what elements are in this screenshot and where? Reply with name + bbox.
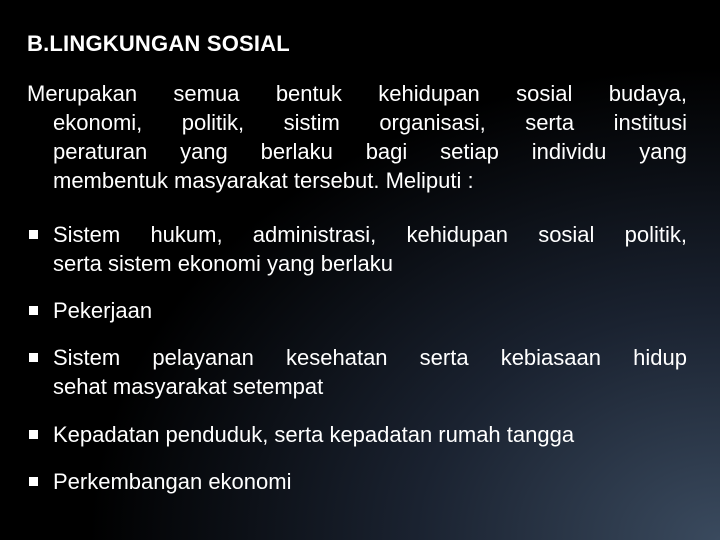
- square-bullet-icon: [29, 230, 38, 239]
- square-bullet-icon: [29, 477, 38, 486]
- bullet-word: sosial: [538, 222, 595, 247]
- intro-word: berlaku: [260, 139, 333, 164]
- bullet-word: kesehatan: [286, 345, 388, 370]
- bullet-word: Pekerjaan: [53, 298, 153, 323]
- intro-word: membentuk masyarakat tersebut. Meliputi :: [53, 168, 474, 193]
- bullet-word: kebiasaan: [500, 345, 601, 370]
- bullet-line: [27, 372, 687, 401]
- intro-word: kehidupan: [378, 81, 480, 106]
- intro-word: peraturan: [53, 139, 148, 164]
- intro-word: sosial: [516, 81, 573, 106]
- intro-word: yang: [639, 139, 687, 164]
- intro-line: [27, 108, 687, 137]
- bullet-word: Sistem: [53, 345, 121, 370]
- bullet-word: hidup: [633, 345, 687, 370]
- intro-word: bentuk: [275, 81, 342, 106]
- intro-line: [27, 166, 687, 195]
- intro-line: [27, 137, 687, 166]
- bullet-item: [27, 420, 687, 449]
- intro-word: politik,: [181, 110, 245, 135]
- bullet-word: Perkembangan ekonomi: [53, 469, 292, 494]
- bullet-word: politik,: [624, 222, 687, 247]
- intro-word: yang: [180, 139, 228, 164]
- bullet-line: [27, 420, 687, 449]
- intro-line: [27, 79, 687, 108]
- slide-title: B.LINGKUNGAN SOSIAL: [27, 31, 290, 56]
- bullet-word: Sistem: [53, 222, 121, 247]
- bullet-word: sehat masyarakat setempat: [53, 374, 324, 399]
- bullet-word: serta sistem ekonomi yang berlaku: [53, 251, 393, 276]
- bullet-word: serta: [419, 345, 469, 370]
- intro-word: budaya,: [608, 81, 687, 106]
- intro-word: setiap: [440, 139, 499, 164]
- bullet-line: [27, 296, 687, 325]
- intro-word: semua: [173, 81, 240, 106]
- bullet-word: hukum,: [150, 222, 223, 247]
- bullet-word: administrasi,: [252, 222, 377, 247]
- intro-word: serta: [525, 110, 575, 135]
- bullet-item: [27, 296, 687, 325]
- bullet-line: [27, 343, 687, 372]
- intro-word: Merupakan: [27, 81, 138, 106]
- intro-paragraph: [27, 79, 687, 195]
- intro-word: individu: [531, 139, 607, 164]
- intro-word: bagi: [365, 139, 408, 164]
- bullet-line: [27, 220, 687, 249]
- square-bullet-icon: [29, 430, 38, 439]
- intro-word: organisasi,: [379, 110, 486, 135]
- intro-word: institusi: [613, 110, 687, 135]
- intro-word: sistim: [283, 110, 340, 135]
- bullet-line: [27, 467, 687, 496]
- bullet-item: [27, 343, 687, 401]
- bullet-line: [27, 249, 687, 278]
- intro-word: ekonomi,: [53, 110, 143, 135]
- bullet-item: [27, 467, 687, 496]
- square-bullet-icon: [29, 306, 38, 315]
- bullet-word: pelayanan: [152, 345, 254, 370]
- bullet-word: Kepadatan penduduk, serta kepadatan rumah tangga: [53, 422, 575, 447]
- bullet-item: [27, 220, 687, 278]
- bullet-word: kehidupan: [406, 222, 508, 247]
- square-bullet-icon: [29, 353, 38, 362]
